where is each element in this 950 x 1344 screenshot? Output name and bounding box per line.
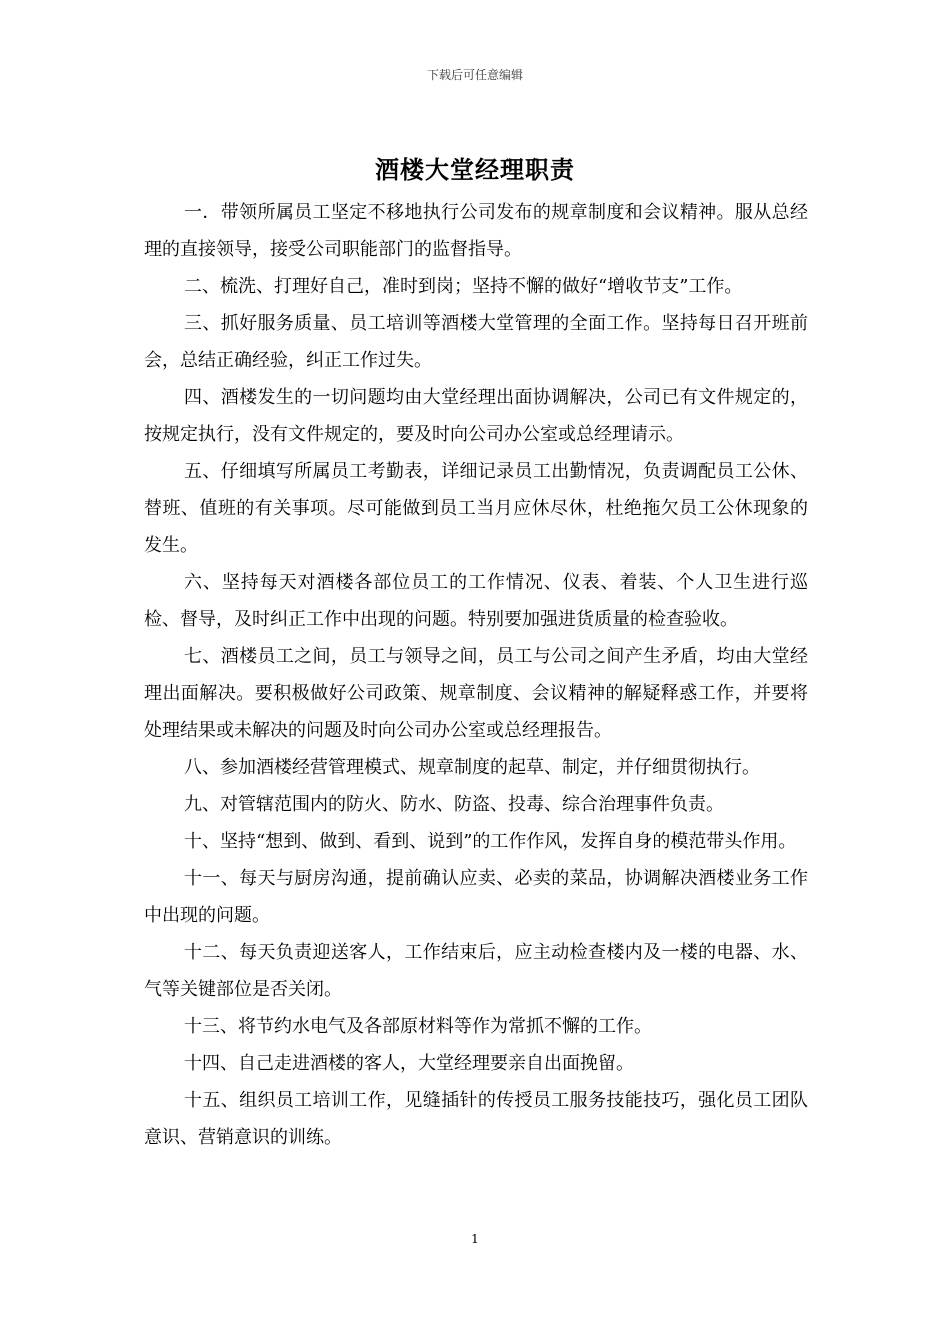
paragraph-11: 十一、每天与厨房沟通，提前确认应卖、必卖的菜品，协调解决酒楼业务工作中出现的问题。 <box>144 868 808 926</box>
paragraph-2: 二、梳洗、打理好自己，准时到岗；坚持不懈的做好“增收节支”工作。 <box>184 276 743 297</box>
paragraph-5: 五、仔细填写所属员工考勤表，详细记录员工出勤情况，负责调配员工公休、替班、值班的有关事项。尽可能做到员工当月应休尽休，杜绝拖欠员工公休现象的发生。 <box>144 461 808 556</box>
document-title: 酒楼大堂经理职责 <box>375 155 575 184</box>
paragraph-6: 六、坚持每天对酒楼各部位员工的工作情况、仪表、着装、个人卫生进行巡检、督导，及时纠正工作中出现的问题。特别要加强进货质量的检查验收。 <box>144 572 808 630</box>
paragraph-3: 三、抓好服务质量、员工培训等酒楼大堂管理的全面工作。坚持每日召开班前会，总结正确经验，纠正工作过失。 <box>144 313 808 371</box>
paragraph-8: 八、参加酒楼经营管理模式、规章制度的起草、制定，并仔细贯彻执行。 <box>184 757 760 778</box>
paragraph-9: 九、对管辖范围内的防火、防水、防盗、投毒、综合治理事件负责。 <box>184 794 724 815</box>
paragraph-15: 十五、组织员工培训工作，见缝插针的传授员工服务技能技巧，强化员工团队意识、营销意识的训练。 <box>144 1090 808 1148</box>
paragraph-10: 十、坚持“想到、做到、看到、说到”的工作作风，发挥自身的模范带头作用。 <box>184 831 797 852</box>
page-number: 1 <box>471 1232 479 1246</box>
document-body <box>144 194 808 1156</box>
paragraph-1: 一．带领所属员工坚定不移地执行公司发布的规章制度和会议精神。服从总经理的直接领导，接受公司职能部门的监督指导。 <box>144 202 808 260</box>
paragraph-13: 十三、将节约水电气及各部原材料等作为常抓不懈的工作。 <box>184 1016 652 1037</box>
paragraph-7: 七、酒楼员工之间，员工与领导之间，员工与公司之间产生矛盾，均由大堂经理出面解决。要积极做好公司政策、规章制度、会议精神的解疑释惑工作，并要将处理结果或未解决的问题及时向公司办公室或总经理报告。 <box>144 646 808 741</box>
paragraph-4: 四、酒楼发生的一切问题均由大堂经理出面协调解决，公司已有文件规定的，按规定执行，没有文件规定的，要及时向公司办公室或总经理请示。 <box>144 387 808 445</box>
paragraph-12: 十二、每天负责迎送客人，工作结束后，应主动检查楼内及一楼的电器、水、气等关键部位是否关闭。 <box>144 942 808 1000</box>
paragraph-14: 十四、自己走进酒楼的客人，大堂经理要亲自出面挽留。 <box>184 1053 634 1074</box>
header-note: 下载后可任意编辑 <box>426 68 523 82</box>
